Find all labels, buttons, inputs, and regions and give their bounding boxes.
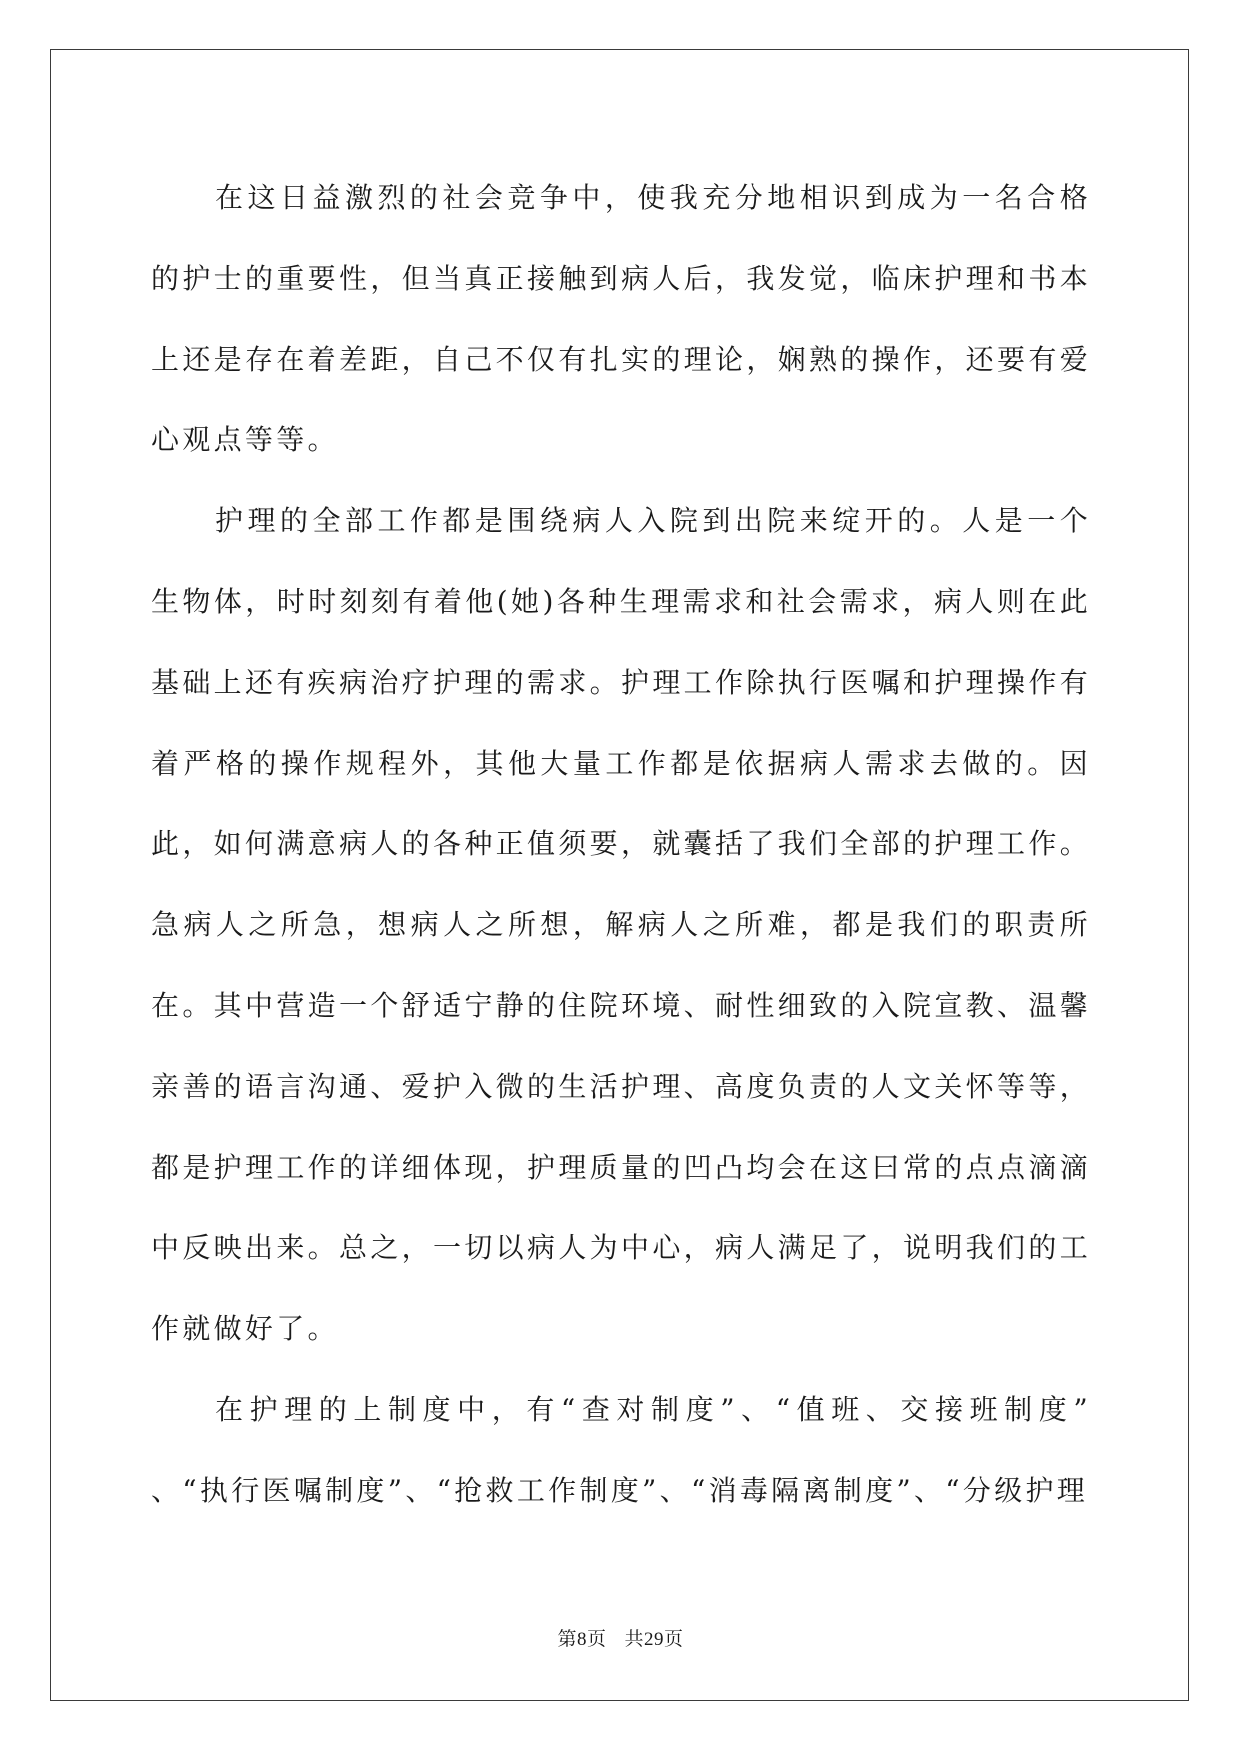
paragraph-1: 在这日益激烈的社会竞争中，使我充分地相识到成为一名合格的护士的重要性，但当真正接触到病人后，我发觉，临床护理和书本上还是存在着差距，自己不仅有扎实的理论，娴熟的操作，还要有爱心观点等等。	[151, 181, 1091, 457]
paragraph-2: 护理的全部工作都是围绕病人入院到出院来绽开的。人是一个生物体，时时刻刻有着他(她)各种生理需求和社会需求，病人则在此基础上还有疾病治疗护理的需求。护理工作除执行医嘱和护理操作有着严格的操作规程外，其他大量工作都是依据病人需求去做的。因此，如何满意病人的各种正值须要，就囊括了我们全部的护理工作。急病人之所急，想病人之所想，解病人之所难，都是我们的职责所在。其中营造一个舒适宁静的住院环境、耐性细致的入院宣教、温馨亲善的语言沟通、爱护入微的生活护理、高度负责的人文关怀等等，都是护理工作的详细体现，护理质量的凹凸均会在这曰常的点点滴滴中反映出来。总之，一切以病人为中心，病人满足了，说明我们的工作就做好了。	[151, 504, 1091, 1346]
page-number-current: 第8页	[557, 1629, 607, 1650]
paragraph-3: 在护理的上制度中，有“查对制度”、“值班、交接班制度” 、“执行医嘱制度”、“抢救工作制度”、“消毒隔离制度”、“分级护理	[151, 1392, 1091, 1507]
page-number-total: 共29页	[624, 1629, 684, 1650]
document-body	[151, 158, 1091, 1532]
page-footer	[0, 1624, 1241, 1651]
